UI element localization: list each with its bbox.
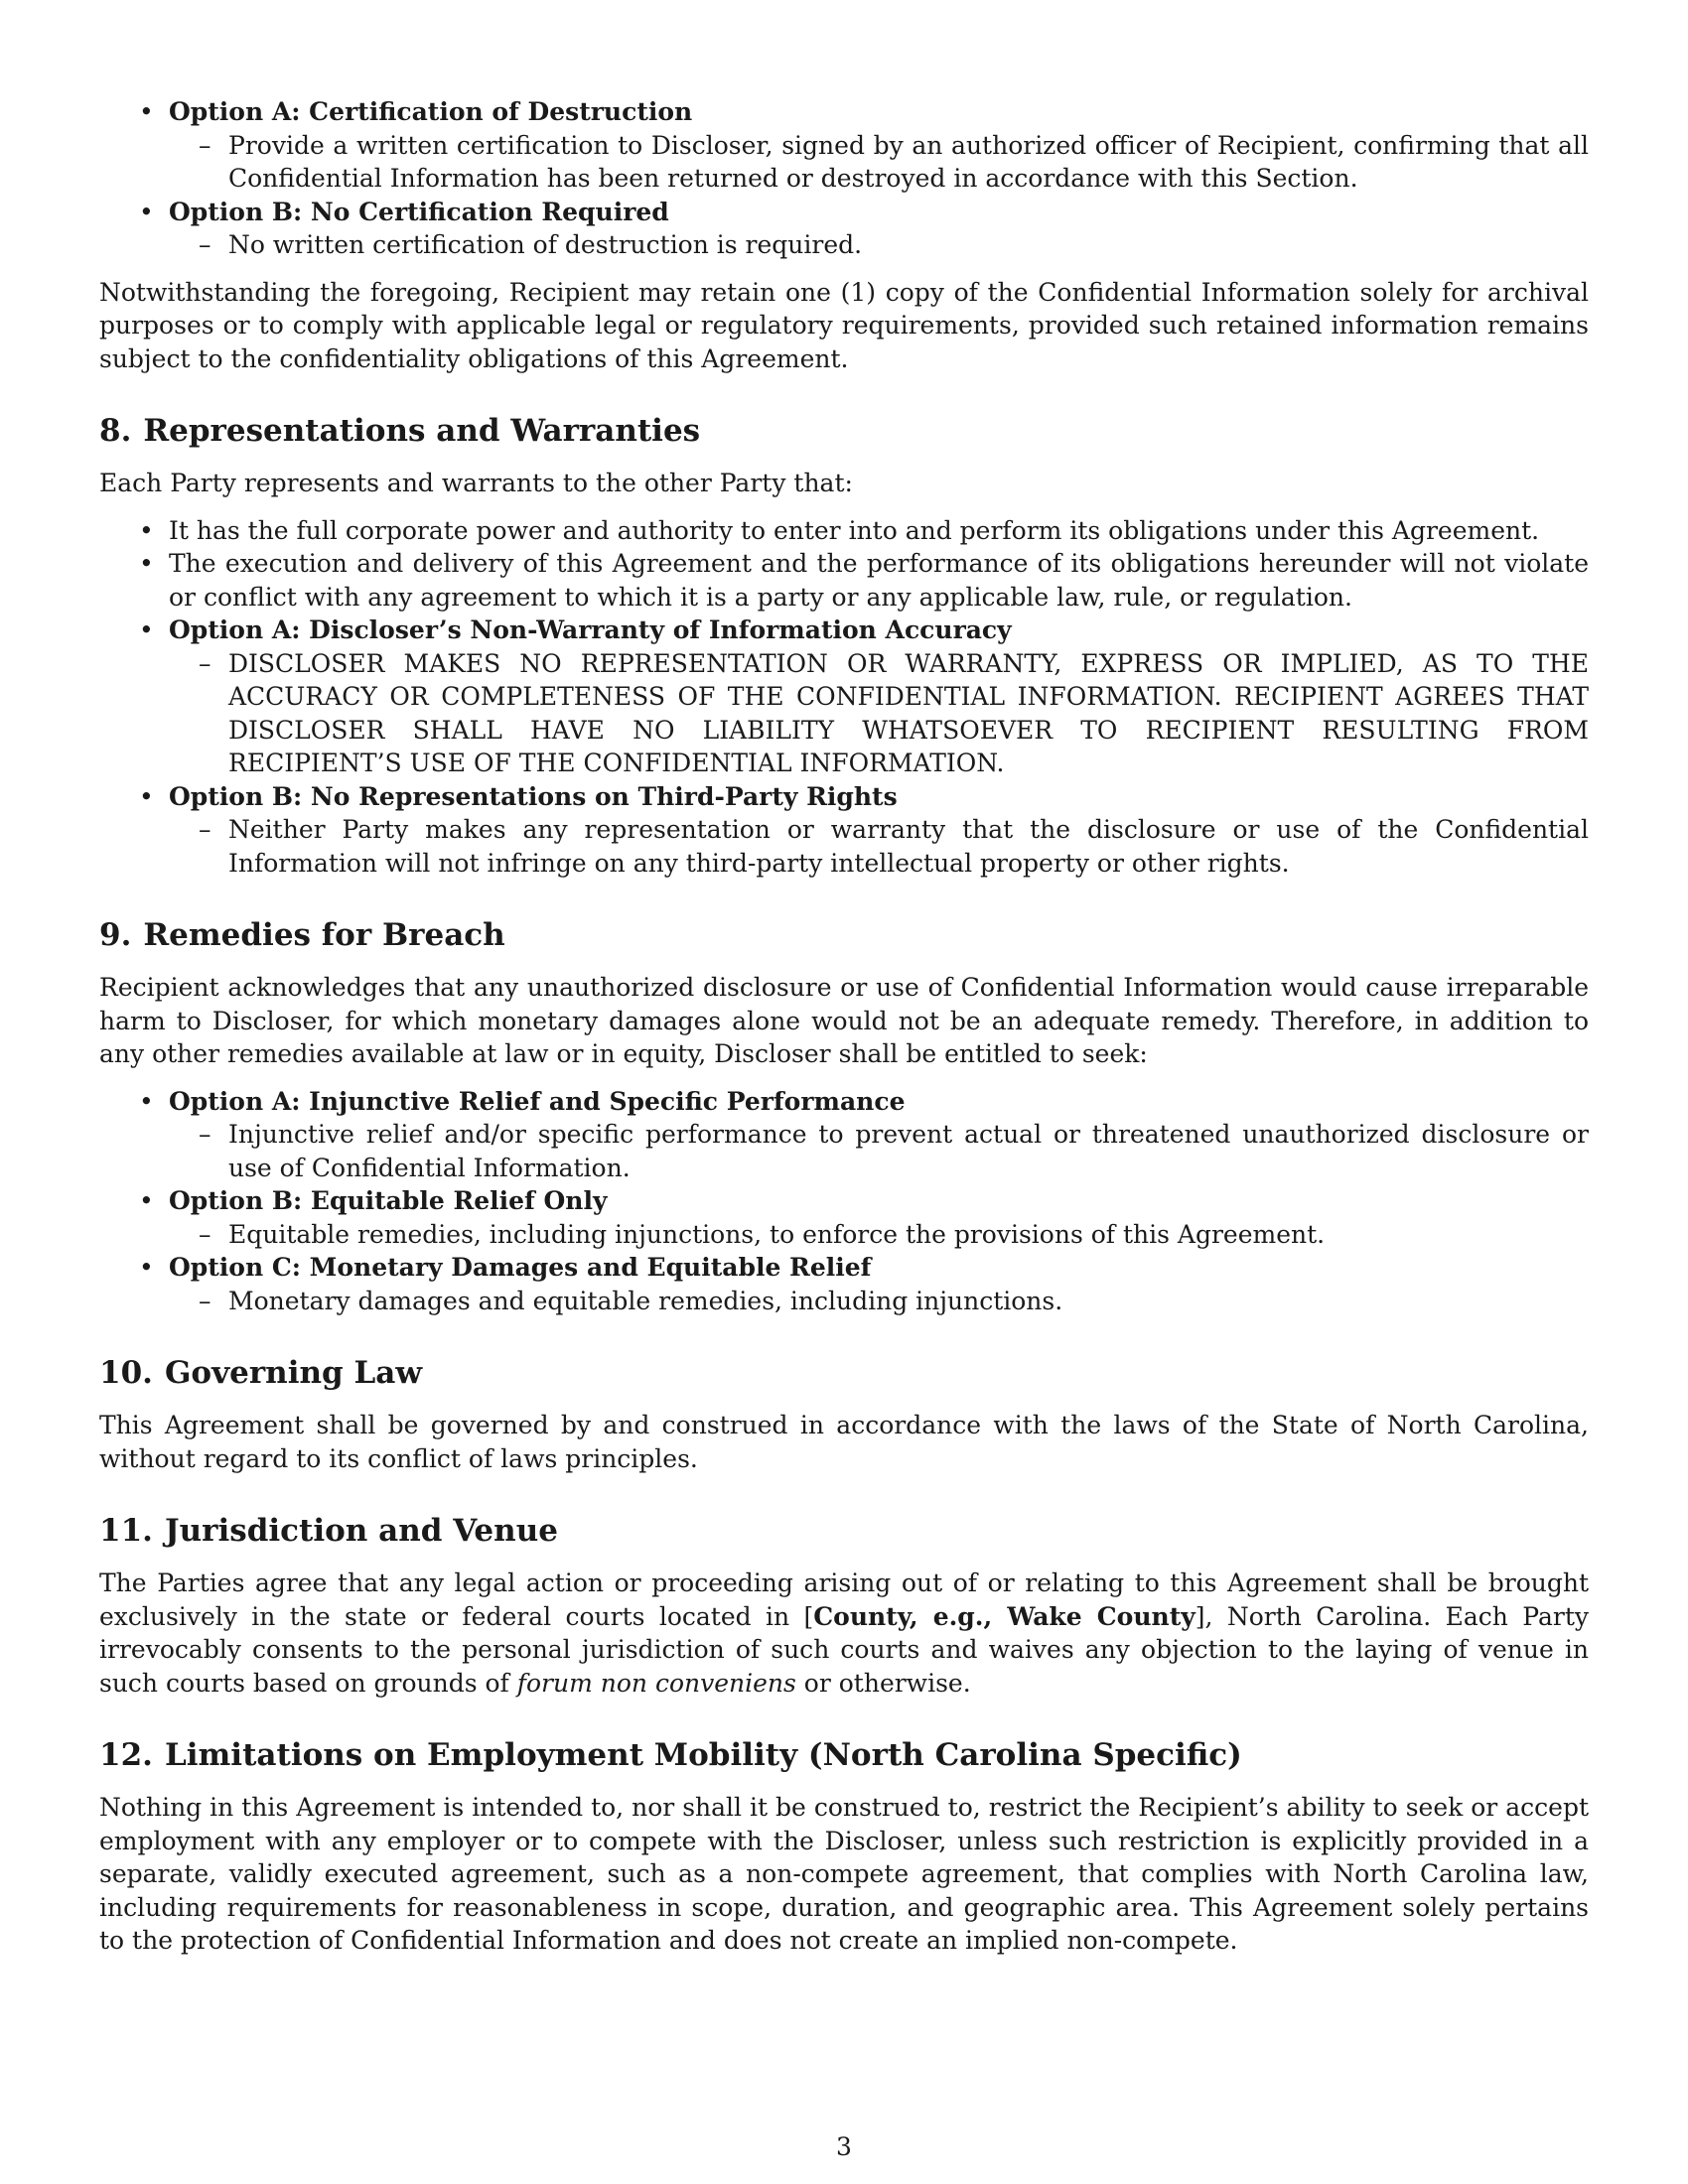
option-sublist [169,813,1589,880]
text-run: The Parties agree that any legal action or proceeding arising out of or relating to this Agreement shall be brought exclusively in the state or federal courts located in [ [99,1569,1589,1631]
section8-bullet-2: • The execution and delivery of this Agreement and the performance of its obligations hereunder will not violate or conflict with any agreement to which it is a party or any applicable law, rule, or regulation. [99,547,1589,614]
section8-list [99,514,1589,881]
section12-text: Nothing in this Agreement is intended to, nor shall it be construed to, restrict the Recipient’s ability to seek or accept employment with any employer or to compete with the Discloser, unless such restriction is explicitly provided in a separate, validly executed agreement, such as a non-compete agreement, that complies with North Carolina law, including requirements for reasonableness in scope, duration, and geographic area. This Agreement solely pertains to the protection of Confidential Information and does not create an implied non-compete. [99,1793,1589,1955]
section7-option-b [99,196,1589,262]
legal-term: forum non conveniens [516,1668,796,1698]
option-text: – Monetary damages and equitable remedies, including injunctions. [169,1285,1589,1318]
section8-bullet-1: • It has the full corporate power and authority to enter into and perform its obligations under this Agreement. [99,514,1589,548]
option-title: Option A: Injunctive Relief and Specific Performance [169,1086,906,1116]
section-heading-8 [99,411,1589,451]
option-sublist [169,129,1589,196]
option-title: Option A: Discloser’s Non-Warranty of Information Accuracy [169,615,1012,644]
section9-intro: Recipient acknowledges that any unauthorized disclosure or use of Confidential Information would cause irreparable harm to Discloser, for which monetary damages alone would not be an adequate remedy. Therefore, in addition to any other remedies available at law or in equity, Discloser shall be entitled to seek: [99,973,1589,1068]
section-heading-10 [99,1353,1589,1393]
option-title: Option B: No Certification Required [169,197,669,226]
option-text: – Neither Party makes any representation or warranty that the disclosure or use of the Confidential Information will not infringe on any third-party intellectual property or other rights. [169,813,1589,880]
section-number: 8. [99,413,132,449]
section9-list [99,1085,1589,1318]
option-text: – DISCLOSER MAKES NO REPRESENTATION OR WARRANTY, EXPRESS OR IMPLIED, AS TO THE ACCURACY OR COMPLETENESS OF THE CONFIDENTIAL INFORMATION. RECIPIENT AGREES THAT DISCLOSER SHALL HAVE NO LIABILITY WHATSOEVER TO RECIPIENT RESULTING FROM RECIPIENT’S USE OF THE CONFIDENTIAL INFORMATION. [169,647,1589,780]
option-sublist [169,647,1589,780]
section10-text: This Agreement shall be governed by and construed in accordance with the laws of the State of North Carolina, without regard to its conflict of laws principles. [99,1411,1589,1473]
text-run: ], North Carolina. Each Party irrevocably consents to the personal jurisdiction of such courts and waives any objection to the laying of venue in such courts based on grounds of [99,1601,1589,1698]
section-heading-11 [99,1511,1589,1551]
section8-option-a [99,614,1589,780]
text-run: or otherwise. [795,1668,971,1698]
option-text: – Injunctive relief and/or specific performance to prevent actual or threatened unauthorized disclosure or use of Confidential Information. [169,1118,1589,1184]
section9-option-a [99,1085,1589,1185]
section-number: 10. [99,1355,153,1391]
option-title: Option C: Monetary Damages and Equitable Relief [169,1253,872,1282]
section-number: 12. [99,1737,153,1773]
document-page [99,95,1589,1958]
section-number: 9. [99,917,132,953]
section7-options-list [99,95,1589,262]
section-title: Limitations on Employment Mobility (North Carolina Specific) [164,1737,1242,1773]
section11-text [99,1567,1589,1700]
section-title: Jurisdiction and Venue [164,1513,558,1549]
section-heading-9 [99,915,1589,955]
section-title: Governing Law [164,1355,423,1391]
county-placeholder: County, e.g., Wake County [813,1601,1196,1631]
section-heading-12 [99,1735,1589,1775]
option-sublist [169,1118,1589,1184]
option-text: – Equitable remedies, including injunctions, to enforce the provisions of this Agreement. [169,1218,1589,1252]
section-title: Remedies for Breach [143,917,505,953]
section-number: 11. [99,1513,153,1549]
option-text: – Provide a written certification to Discloser, signed by an authorized officer of Recipient, confirming that all Confidential Information has been returned or destroyed in accordance with this Section. [169,129,1589,196]
section-title: Representations and Warranties [143,413,701,449]
section7-option-a [99,95,1589,196]
option-title: Option B: No Representations on Third-Party Rights [169,781,898,811]
section9-option-b [99,1184,1589,1251]
option-title: Option B: Equitable Relief Only [169,1186,608,1215]
page-number: 3 [836,2132,852,2161]
option-sublist [169,1285,1589,1318]
option-title: Option A: Certification of Destruction [169,97,693,126]
option-sublist [169,228,1589,262]
section9-option-c [99,1251,1589,1317]
section8-intro: Each Party represents and warrants to the other Party that: [99,469,853,497]
option-text: – No written certification of destruction is required. [169,228,1589,262]
option-sublist [169,1218,1589,1252]
section8-option-b [99,780,1589,881]
retention-paragraph: Notwithstanding the foregoing, Recipient may retain one (1) copy of the Confidential Information solely for archival purposes or to comply with applicable legal or regulatory requirements, provided such retained information remains subject to the confidentiality obligations of this Agreement. [99,277,1589,373]
